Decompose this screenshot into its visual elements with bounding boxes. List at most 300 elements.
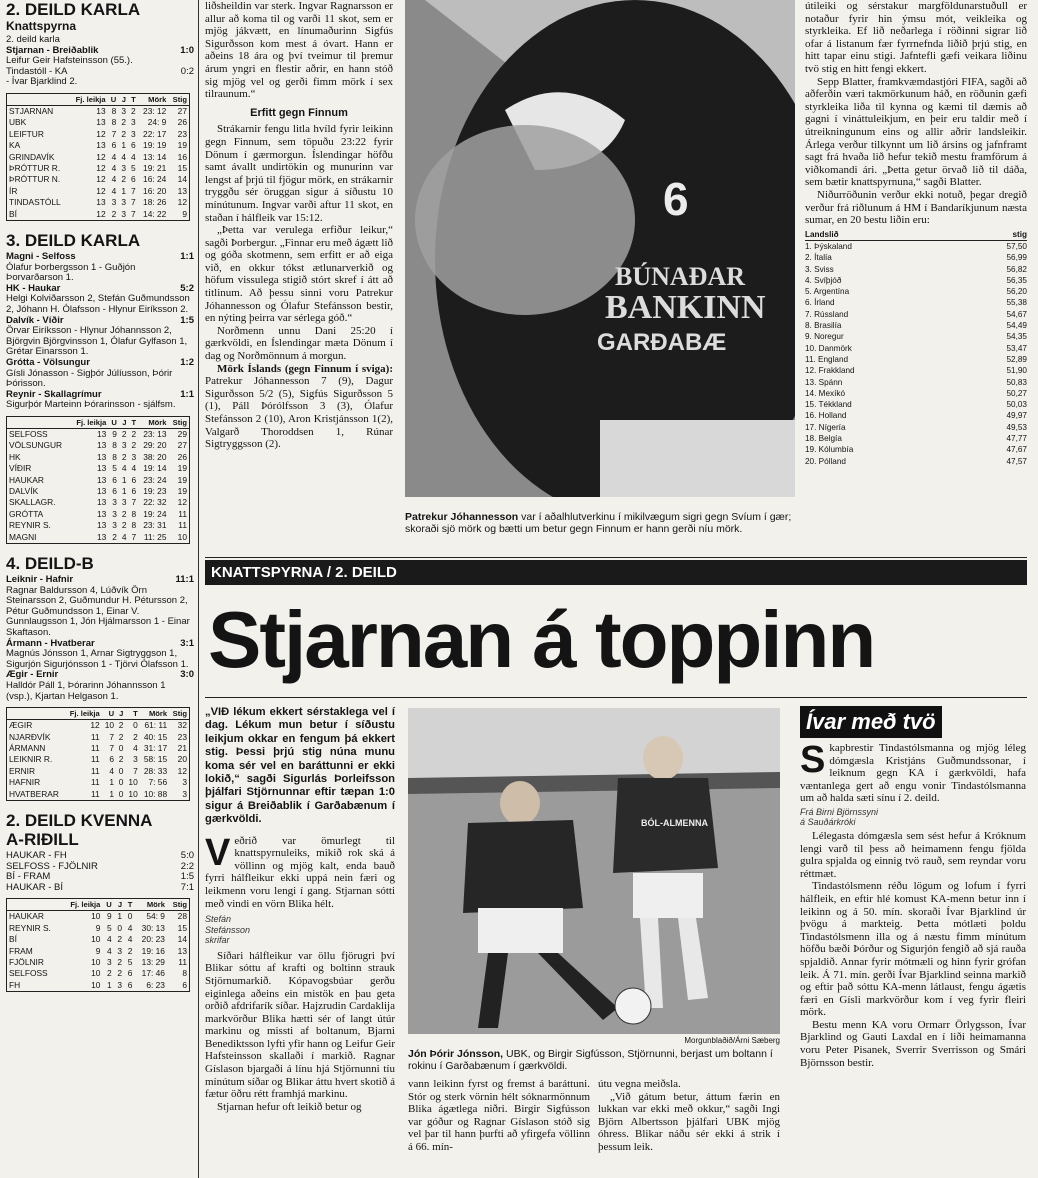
ranking-row — [805, 433, 1027, 444]
ranking-row — [805, 241, 1027, 252]
table-cell: 13 — [96, 485, 107, 496]
table-cell: 0 — [118, 765, 124, 776]
table-row — [7, 934, 190, 945]
table-cell: 4 — [111, 174, 117, 185]
ranking-team: 17. Nígería — [805, 422, 846, 432]
table-cell: 6 — [109, 754, 115, 765]
table-cell: 13 — [96, 508, 107, 519]
table-header-cell: Mörk — [140, 708, 169, 720]
drop-cap: V — [205, 831, 231, 874]
table-header-cell — [7, 93, 70, 105]
table-cell: 23: 12 — [143, 105, 167, 116]
team-name: FJÖLNIR — [9, 956, 44, 967]
article-paragraph: Niðurröðunin verður ekki notuð, þegar dregið verður frá riðlunum á HM í Bandaríkjunum næsta sumar, en 20 bestu liðin eru: — [805, 188, 1027, 227]
table-header-cell: Stig — [169, 416, 190, 428]
table-row — [7, 789, 190, 801]
team-name: BÍ — [9, 208, 17, 219]
team-name: HAUKAR — [9, 474, 44, 485]
table-cell: 13 — [96, 428, 107, 439]
results-list — [6, 35, 194, 88]
standings-table — [6, 707, 190, 801]
result-score: 0:2 — [180, 65, 194, 77]
table-cell: 3 — [131, 128, 136, 139]
table-cell: 22: 32 — [143, 497, 167, 508]
table-row — [7, 105, 190, 117]
ranking-points: 47,57 — [1006, 456, 1027, 466]
team-name: ÁRMANN — [9, 742, 46, 753]
table-cell: 12 — [96, 185, 106, 196]
table-cell: 16: 20 — [143, 185, 167, 196]
table-cell: 16: 24 — [143, 174, 167, 185]
table-cell: 38: 20 — [143, 451, 167, 462]
table-cell: 15 — [177, 163, 187, 173]
section-sub-knattspyrna: Knattspyrna — [6, 19, 77, 33]
table-cell: 3 — [117, 945, 123, 956]
result-teams: HAUKAR - BÍ — [6, 881, 64, 893]
table-cell: 7 — [131, 497, 137, 508]
section-header-4-deild: 4. DEILD-B — [6, 554, 94, 573]
table-cell: 9 — [95, 922, 101, 933]
result-line: Gísli Jónasson - Sigþór Júlíusson, Þórir Þórisson. — [6, 367, 173, 390]
table-cell: 19: 16 — [141, 945, 165, 956]
table-cell: 10 — [91, 956, 101, 967]
table-cell: 2 — [133, 731, 138, 742]
ranking-points: 56,20 — [1006, 287, 1027, 297]
table-cell: 2 — [131, 440, 137, 451]
ranking-team: 8. Brasilía — [805, 321, 842, 331]
table-cell: 3 — [121, 197, 126, 208]
table-row — [7, 532, 190, 544]
ranking-team: 7. Rússland — [805, 309, 849, 319]
article-paragraph: vann leikinn fyrst og fremst á baráttuni. Stór og sterk vörnin hélt sóknarmönnum Blika ágætlega niðri. Birgir Sigfússon var góður og Ragnar Gíslason stóð sig vel þar til hann þurfti að yfirgefa völlinn á 66. mín- — [408, 1078, 590, 1153]
ranking-points: 54,49 — [1006, 321, 1027, 331]
table-cell: 11 — [178, 508, 187, 519]
table-header-cell: Fj. leikja — [71, 416, 109, 428]
caption-text: var í aðalhlutverkinu í mikilvægum sigri gegn Svíum í gær; skoraði sjö mörk og bætti um betur gegn Finnum er hann gerði níu mörk. — [405, 511, 792, 535]
table-cell: 14: 22 — [143, 208, 167, 219]
team-name: REYNIR S. — [9, 922, 51, 933]
article-paragraph: „Við gátum betur, áttum færin en lukkan var ekki með okkur,“ sagði Ingi Björn Albertsson þjálfari UBK mjög óhress. Blikar náðu sér ekki á strik í þessum leik. — [598, 1090, 780, 1153]
article-paragraph: „Þetta var verulega erfiður leikur,“ sagði Þorbergur. „Finnar eru með ágætt lið og góða skotmenn, sem erfitt er að eiga við, en okkur tókst ætlunarverkið og höfum vissulega stigið stórt skref í átt að titlinum. Að þessu sinni voru Patrekur Jóhannesson og Ólafur Stefánsson bestir, en nýting þeirra var sérlega góð.“ — [205, 224, 393, 325]
table-cell: 6 — [112, 485, 117, 496]
team-name: DALVÍK — [9, 485, 39, 496]
fifa-rankings — [805, 229, 1027, 467]
table-row — [7, 743, 190, 754]
team-name: NJARÐVÍK — [9, 731, 51, 742]
side-story-title: Ívar með tvö — [806, 709, 936, 734]
ranking-row — [805, 331, 1027, 342]
table-cell: 2 — [121, 451, 127, 462]
section-header-3-deild: 3. DEILD KARLA — [6, 231, 141, 251]
team-name: VÍÐIR — [9, 463, 32, 474]
result-score: 1:1 — [180, 388, 194, 400]
table-row — [7, 209, 190, 221]
rankings-rows — [805, 241, 1027, 467]
banner-rule — [205, 557, 1027, 558]
table-cell: 4 — [131, 151, 136, 162]
table-cell: 5 — [112, 463, 117, 474]
article-paragraph: eðrið var ömurlegt til knattspyrnuleiks, mikið rok ská á völlinn og mjög kalt, enda bauð fyrri hálfleikur ekki uppá nein færi og leikmenn voru lengi í gang. Stjarnan sótti með vindi en vörn Blika hélt. — [205, 834, 395, 910]
result-score: 5:2 — [180, 282, 194, 294]
table-cell: 10 — [91, 979, 101, 990]
team-name: FH — [9, 979, 21, 990]
table-cell: 4 — [133, 742, 138, 753]
result-score: 7:1 — [180, 881, 194, 893]
ranking-row — [805, 365, 1027, 376]
table-cell: 9 — [182, 208, 187, 219]
result-score: 1:5 — [180, 871, 194, 883]
result-line: - Ívar Bjarklind 2. — [6, 76, 78, 88]
table-cell: 22: 17 — [143, 128, 167, 139]
result-line — [6, 575, 194, 586]
article-paragraph: Síðari hálfleikur var öllu fjörugri því Blikar sóttu af krafti og boltinn strauk Stjörnumarkið. Kópavogsbúar gerðu eiginlega aðeins ein mistök en þau geta orðið afdrifarík síðar. Hajzrudin Cardaklija markvörður Blika hætti sér of langt útúr markinu og missti af boltanum, Bjarni Benediktsson lyfti yfir hann og Leifur Geir Hafsteinsson skallaði í markið. Ragnar Gíslason bjargaði á línu hjá Stjörnunni tíu mínútum síðar og Blikar áttu hvert skotið á fætur öðru rétt framhjá markinu. — [205, 949, 395, 1101]
result-score: 2:2 — [180, 860, 194, 872]
result-score: 1:1 — [180, 251, 194, 263]
table-cell: 2 — [117, 956, 123, 967]
player-shirt — [463, 820, 583, 913]
table-row — [7, 520, 190, 531]
result-score: 3:0 — [180, 669, 194, 681]
table-cell: 6 — [111, 140, 117, 151]
table-row — [7, 968, 190, 979]
ranking-points: 50,27 — [1006, 388, 1027, 398]
ranking-points: 54,67 — [1006, 309, 1027, 319]
result-score: 1:5 — [180, 314, 194, 326]
ranking-points: 54,35 — [1006, 332, 1027, 342]
table-header-cell: J — [119, 416, 129, 428]
ranking-team: 14. Mexíkó — [805, 388, 846, 398]
team-name: HK — [9, 451, 21, 462]
player-shorts — [478, 908, 563, 953]
table-cell: 7 — [131, 531, 137, 542]
table-cell: 27 — [177, 105, 187, 116]
table-cell: 10 — [104, 720, 115, 731]
table-header-cell — [7, 899, 62, 911]
table-cell: 5 — [131, 163, 136, 173]
ranking-team: 15. Tékkland — [805, 400, 852, 410]
table-row — [7, 957, 190, 968]
table-cell: 3 — [182, 777, 187, 788]
ranking-points: 51,90 — [1006, 366, 1027, 376]
table-cell: 2 — [117, 934, 123, 945]
table-header-cell: J — [114, 899, 124, 911]
table-cell: 10 — [91, 968, 101, 979]
table-cell: 12 — [177, 497, 187, 508]
table-cell: 3 — [121, 105, 126, 116]
table-cell: 10: 88 — [143, 788, 168, 799]
table-header-row — [7, 93, 190, 105]
table-cell: 1 — [117, 911, 123, 922]
jersey-text-1: BÚNAÐAR — [615, 262, 745, 291]
ranking-team: 19. Kólumbía — [805, 445, 854, 455]
table-cell: 11 — [91, 742, 100, 753]
table-cell: 7 — [109, 742, 115, 753]
table-row — [7, 486, 190, 497]
table-cell: 2 — [111, 208, 117, 219]
table-row — [7, 777, 190, 788]
photo-patrekur — [405, 0, 795, 497]
article-paragraph: Norðmenn unnu Dani 25:20 í gærkvöldi, en Íslendingar mæta Dönum í dag og Norðmönnum á morgun. — [205, 324, 393, 363]
table-row — [7, 980, 190, 992]
jersey-text-3: GARÐABÆ — [597, 329, 727, 356]
table-cell: 3 — [131, 117, 136, 128]
ranking-points: 57,50 — [1006, 241, 1027, 251]
table-cell: 0 — [118, 788, 124, 799]
team-name: SELFOSS — [9, 428, 48, 439]
table-cell: 2 — [121, 174, 126, 185]
table-header-cell: Stig — [169, 708, 189, 720]
article-subhead: Erfitt gegn Finnum — [250, 106, 348, 119]
result-line — [6, 851, 194, 862]
team-name: HAFNIR — [9, 777, 41, 788]
ranking-points: 56,99 — [1006, 253, 1027, 263]
table-cell: 7 — [109, 731, 115, 742]
table-cell: 19: 19 — [143, 140, 167, 151]
ranking-row — [805, 377, 1027, 388]
table-cell: 12 — [96, 174, 106, 185]
result-line: Sigurþór Marteinn Þórarinsson - sjálfsm. — [6, 399, 176, 411]
article-paragraph: Strákarnir fengu litla hvíld fyrir leikinn gegn Finnum, sem töpuðu 23:22 fyrir Dönum í gærmorgun. Íslendingar höfðu samt ávallt undirtökin og munurinn var lengst af þrjú til fjögur mörk, en strákarnir tryggðu sér öruggan sigur á síðustu 10 mínútunum. Ingvar varði aftur 11 skot, en staðan í hálfleik var 15:12. — [205, 123, 393, 224]
table-cell: 7 — [131, 197, 136, 208]
headline-rule — [205, 697, 1027, 698]
table-cell: 6 — [131, 174, 136, 185]
table-cell: 0 — [133, 720, 138, 731]
goals-label: Mörk Íslands (gegn Finnum í svigа): — [217, 362, 393, 375]
table-cell: 12 — [96, 128, 106, 139]
ranking-team: 13. Spánn — [805, 377, 843, 387]
caption-name: Patrekur Jóhannesson — [405, 511, 519, 523]
ranking-row — [805, 388, 1027, 399]
fifa-article — [805, 0, 1027, 467]
table-header-cell: Stig — [168, 93, 189, 105]
table-header-cell: U — [102, 708, 116, 720]
team-name: ÞRÓTTUR N. — [9, 174, 61, 185]
ranking-team: 2. Ítalía — [805, 253, 832, 263]
result-line: Örvar Eiríksson - Hlynur Jóhannsson 2, Björgvin Björgvinsson 1, Ólafur Gylfason 1, Grétar Einarsson 1. — [6, 325, 188, 358]
rankings-header — [805, 229, 1027, 241]
table-cell: 3 — [112, 497, 117, 508]
table-header-cell: T — [124, 899, 134, 911]
ranking-row — [805, 320, 1027, 331]
table-cell: 14 — [177, 174, 187, 185]
team-name: MAGNI — [9, 531, 37, 542]
table-cell: 4 — [111, 151, 117, 162]
table-cell: 6 — [131, 474, 137, 485]
table-header-cell: Fj. leikja — [65, 708, 102, 720]
result-teams: Stjarnan - Breiðablik — [6, 44, 99, 56]
table-cell: 11: 25 — [143, 531, 167, 542]
table-header-cell — [7, 416, 71, 428]
ranking-team: 11. England — [805, 354, 849, 364]
table-cell: 1 — [121, 485, 127, 496]
table-cell: 19: 14 — [143, 463, 167, 474]
table-cell: 29 — [177, 428, 187, 439]
ranking-team: 4. Svíþjóð — [805, 275, 842, 285]
column-divider — [198, 0, 199, 1178]
team-name: STJARNAN — [9, 105, 54, 116]
table-row — [7, 174, 190, 185]
ranking-team: 5. Argentína — [805, 287, 850, 297]
team-name: REYNIR S. — [9, 520, 51, 531]
table-cell: 30: 13 — [141, 922, 165, 933]
table-header-cell: U — [108, 416, 119, 428]
table-cell: 11 — [91, 788, 100, 799]
main-story-col-b — [408, 1078, 590, 1154]
team-name: HVATBERAR — [9, 788, 59, 799]
table-header-cell: Mörk — [134, 899, 167, 911]
table-header-row — [7, 708, 190, 720]
lead-quote: „VIÐ lékum ekkert sérstaklega vel í dag. Lékum mun betur í síðustu leikjum okkar en fengum þá ekkert stig. Þessi þrjú stig núna munu koma sér vel en baráttunni er ekki lokið,“ sagði Sigurlás Þorleifsson þjálfari Stjörnunnar eftir tæpan 1:0 sigur á Breiðablik í Garðabænum í gærkvöldi. — [205, 706, 395, 826]
table-cell: 3 — [131, 451, 137, 462]
table-cell: 8 — [111, 105, 117, 116]
result-line: 2. deild karla — [6, 34, 60, 45]
team-name: ÍR — [9, 185, 18, 196]
table-cell: 2 — [118, 720, 124, 731]
table-cell: 3 — [121, 208, 126, 219]
ranking-points: 47,77 — [1006, 434, 1027, 444]
table-cell: 2 — [118, 754, 124, 765]
table-row — [7, 117, 190, 128]
results-list — [6, 851, 194, 893]
table-cell: 11 — [178, 956, 187, 967]
ranking-team: 16. Holland — [805, 411, 847, 421]
table-cell: 9 — [95, 945, 101, 956]
ball-blur — [415, 125, 635, 315]
table-cell: 1 — [121, 185, 126, 196]
table-cell: 11 — [91, 777, 100, 788]
table-cell: 12 — [96, 163, 106, 173]
table-cell: 23: 31 — [143, 520, 167, 531]
article-paragraph — [205, 363, 393, 451]
team-name: SKALLAGR. — [9, 497, 56, 508]
table-cell: 18: 26 — [143, 197, 167, 208]
ranking-row — [805, 286, 1027, 297]
table-header-cell: T — [128, 93, 138, 105]
table-cell: 6 — [112, 474, 117, 485]
table-header-cell — [7, 708, 66, 720]
table-cell: 23: 24 — [143, 474, 167, 485]
table-cell: 13: 29 — [141, 956, 165, 967]
table-cell: 7 — [131, 185, 136, 196]
result-score: 1:0 — [180, 44, 194, 56]
table-cell: 2 — [121, 520, 127, 531]
table-cell: 19 — [177, 140, 187, 151]
table-cell: 3 — [182, 788, 187, 799]
table-cell: 13 — [96, 451, 107, 462]
table-header-cell: U — [102, 899, 113, 911]
table-cell: 13 — [177, 185, 187, 196]
table-cell: 6 — [182, 979, 187, 990]
banner-text: KNATTSPYRNA / 2. DEILD — [211, 564, 397, 581]
table-cell: 1 — [121, 140, 126, 151]
table-cell: 3 — [133, 754, 138, 765]
team-name: ÞRÓTTUR R. — [9, 163, 61, 173]
table-cell: 2 — [117, 968, 123, 979]
ranking-team: 6. Írland — [805, 298, 835, 308]
team-name: UBK — [9, 117, 27, 128]
result-teams: BÍ - FRAM — [6, 871, 51, 883]
table-cell: 4 — [111, 163, 117, 173]
table-cell: 8 — [182, 968, 187, 979]
table-row — [7, 186, 190, 197]
ranking-team: 1. Þýskaland — [805, 241, 852, 251]
ranking-team: 9. Noregur — [805, 332, 844, 342]
table-cell: 7 — [111, 128, 117, 139]
left-column — [6, 0, 194, 1178]
photo-scene — [405, 0, 795, 497]
side-story-header — [800, 706, 942, 738]
table-row — [7, 475, 190, 486]
table-cell: 7 — [133, 765, 138, 776]
ranking-row — [805, 275, 1027, 286]
table-cell: 3 — [121, 163, 126, 173]
result-line: Halldór Páll 1, Þórarinn Jóhannsson 1 (vsp.), Kjartan Helgason 1. — [6, 679, 166, 702]
table-cell: 20 — [177, 754, 187, 765]
table-cell: 54: 9 — [146, 911, 165, 922]
result-teams: HAUKAR - FH — [6, 849, 67, 861]
table-row — [7, 152, 190, 163]
result-teams: Ármann - Hvatberar — [6, 637, 95, 649]
table-row — [7, 720, 190, 732]
result-line: Helgi Kolviðarsson 2, Stefán Guðmundsson 2, Jóhann H. Ólafsson - Hlynur Eiríksson 2. — [6, 293, 190, 315]
section-header-a-ridill: A-RIÐILL — [6, 829, 79, 849]
ranking-points: 56,35 — [1006, 275, 1027, 285]
table-cell: 10 — [128, 788, 138, 799]
table-cell: 1 — [109, 777, 115, 788]
results-list — [6, 252, 194, 411]
result-line: Magnús Jónsson 1, Arnar Sigtryggson 1, Sigurjón Sigurjónsson 1 - Tjörvi Ólafsson 1. — [6, 648, 189, 670]
result-teams: SELFOSS - FJÖLNIR — [6, 860, 98, 872]
table-cell: 11 — [91, 731, 100, 742]
table-cell: 28: 33 — [143, 765, 168, 776]
table-cell: 10 — [91, 911, 101, 922]
byline: Stefán Stefánsson skrifar — [205, 914, 251, 946]
table-cell: 13 — [96, 197, 106, 208]
ranking-row — [805, 410, 1027, 421]
ranking-row — [805, 399, 1027, 410]
ranking-points: 53,47 — [1006, 343, 1027, 353]
table-cell: 7: 56 — [148, 777, 168, 788]
article-paragraph: útileiki og sérstakur margföldunarstuðull er notaður fyrir hin ýmsu mót, veikleika og styrkleika. Ef lið neðarlega í röðinni sigrar lið ofar á listanum fær fyrrnefnda liðið þrjú stig, en hitt tapar einu stigi. Jafntefli gæfi veikara liðinu tvö stig en hitt fengi ekkert. — [805, 0, 1027, 75]
table-cell: 4 — [131, 463, 137, 474]
table-cell: 13 — [96, 440, 107, 451]
section-header-2-deild-kvenna: 2. DEILD KVENNA — [6, 810, 153, 830]
team-name: BÍ — [9, 934, 17, 945]
table-cell: 2 — [118, 731, 124, 742]
table-cell: 40: 15 — [143, 731, 168, 742]
table-row — [7, 452, 190, 463]
table-header-cell: T — [125, 708, 139, 720]
table-cell: 12 — [90, 720, 100, 731]
table-cell: 3 — [111, 197, 117, 208]
article-paragraph: Tindastólsmenn réðu lögum og lofum í fyrri hálfleik, en eftir hlé komust KA-menn betur inn í leikinn og á 50. mín. skoraði Ívar Bjarklind úr þvögu á markteig. Þetta mótlæti þoldu Tindastólsmenn illa og á næstu fimm mínútum höfðu bæði Þórður og Sigurjón fengið að sjá rauða spjaldið. Annar fyrir mótmæli og hinn fyrir grófan leik. Á 71. mín. gerði Ívar Bjarklind seinna markið og eftir það sóttu KA-menn látlaust, fengu ágætis færi en Gísli markvörður kom í veg fyrir fleiri mörk. — [800, 880, 1026, 1019]
table-cell: 6 — [131, 140, 136, 151]
table-cell: 20: 23 — [141, 934, 165, 945]
team-name: GRINDAVÍK — [9, 151, 55, 162]
ranking-row — [805, 444, 1027, 455]
table-row — [7, 911, 190, 923]
table-cell: 5 — [107, 922, 112, 933]
result-teams: Dalvík - Víðir — [6, 314, 64, 326]
player-head — [643, 736, 683, 780]
table-row — [7, 754, 190, 765]
ranking-row — [805, 264, 1027, 275]
table-cell: 7 — [131, 208, 136, 219]
result-score: 3:1 — [180, 637, 194, 649]
ranking-row — [805, 252, 1027, 263]
rankings-header-left: Landslið — [805, 229, 839, 239]
table-cell: 4 — [109, 765, 115, 776]
